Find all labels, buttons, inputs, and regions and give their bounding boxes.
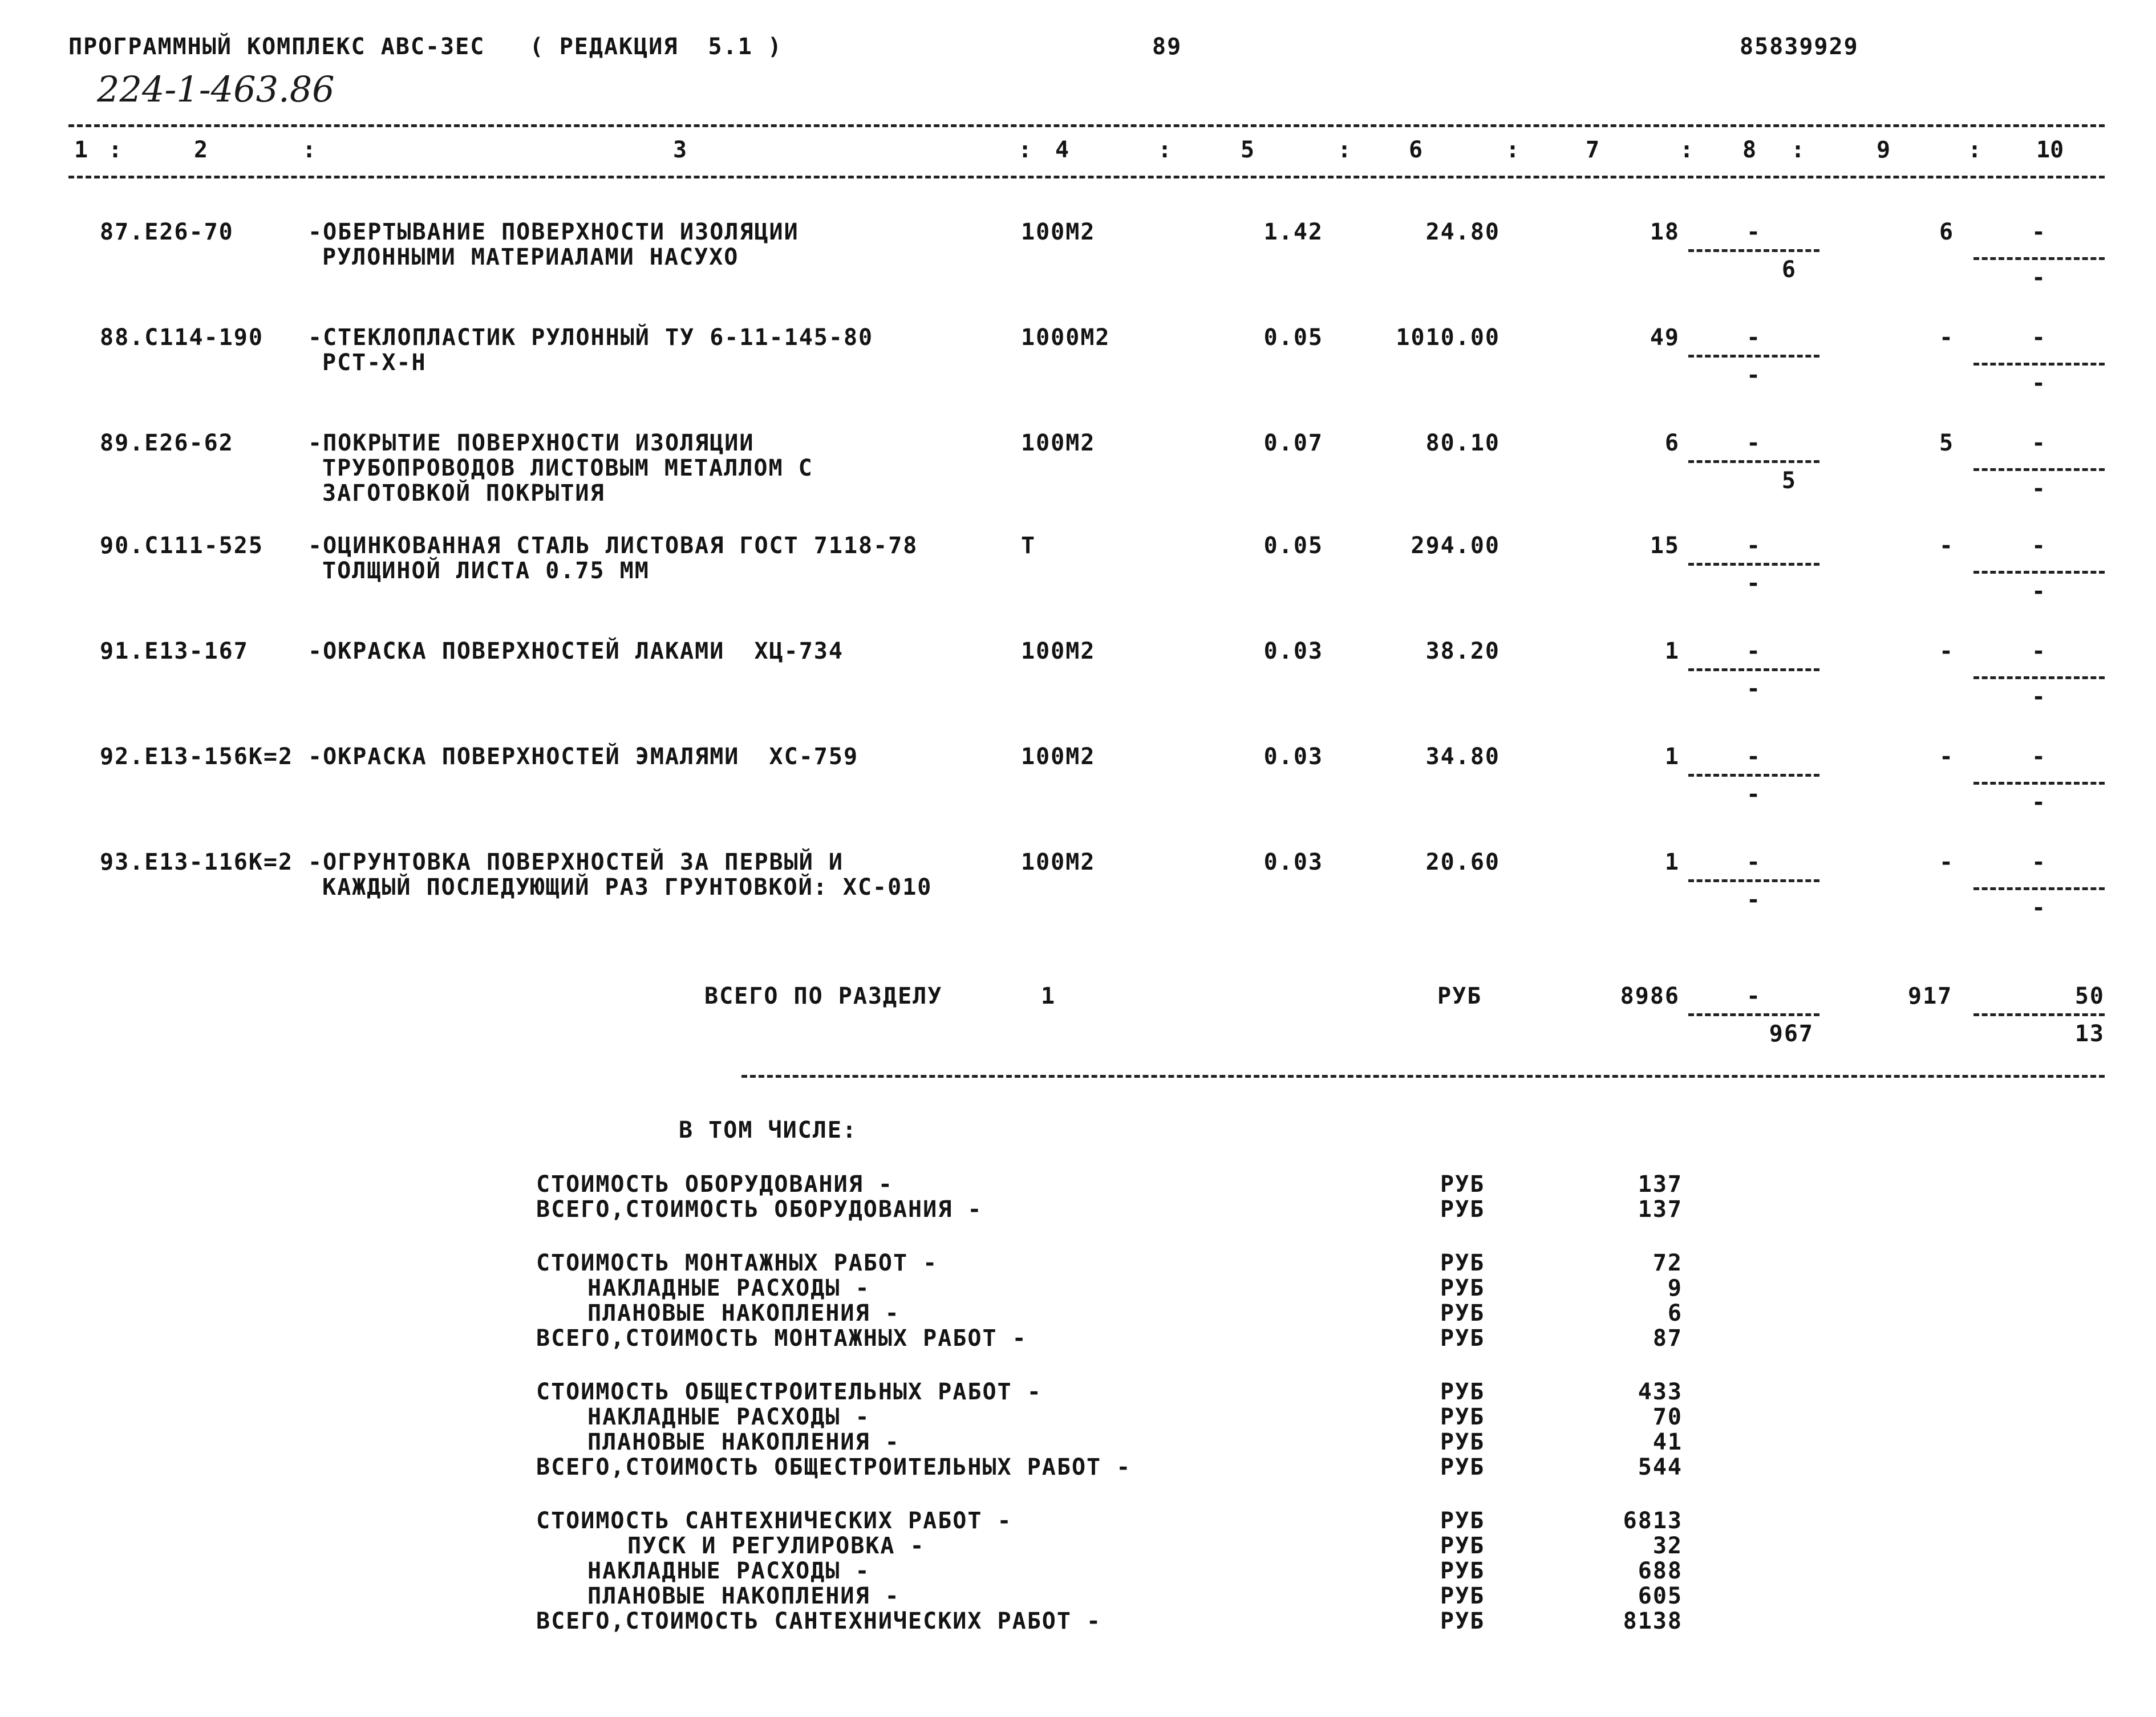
row-description-line: -ОКРАСКА ПОВЕРХНОСТЕЙ ЭМАЛЯМИ ХС-759 bbox=[308, 744, 859, 770]
row-col8-top: - bbox=[1746, 219, 1762, 245]
row-quantity: 0.03 bbox=[1263, 744, 1323, 770]
breakdown-value: 137 bbox=[1638, 1196, 1683, 1223]
row-col10-rule bbox=[1973, 887, 2105, 890]
row-description-line: -СТЕКЛОПЛАСТИК РУЛОННЫЙ ТУ 6-11-145-80 bbox=[308, 324, 874, 351]
column-separator: : bbox=[1338, 137, 1352, 163]
row-col8-bottom: - bbox=[1746, 887, 1762, 913]
row-col8-top: - bbox=[1746, 744, 1762, 770]
row-total: 18 bbox=[1650, 219, 1680, 245]
row-total: 1 bbox=[1664, 849, 1680, 875]
breakdown-value: 8138 bbox=[1623, 1608, 1683, 1634]
breakdown-label: ВСЕГО,СТОИМОСТЬ САНТЕХНИЧЕСКИХ РАБОТ - bbox=[536, 1608, 1102, 1634]
row-code: 88.С114-190 bbox=[100, 324, 264, 351]
row-col10-top: - bbox=[2031, 219, 2047, 245]
row-col10-bottom: - bbox=[2031, 578, 2047, 604]
breakdown-label: ПУСК И РЕГУЛИРОВКА - bbox=[627, 1533, 925, 1559]
row-description-line: -ОБЕРТЫВАНИЕ ПОВЕРХНОСТИ ИЗОЛЯЦИИ bbox=[308, 219, 799, 245]
header-top-rule bbox=[68, 124, 2105, 127]
row-price: 34.80 bbox=[1425, 744, 1500, 770]
section-total-col10-rule bbox=[1973, 1013, 2105, 1016]
document-code: 85839929 bbox=[1740, 34, 1859, 60]
row-col8-top: - bbox=[1746, 849, 1762, 875]
row-col9: - bbox=[1939, 324, 1955, 351]
row-description-line: КАЖДЫЙ ПОСЛЕДУЮЩИЙ РАЗ ГРУНТОВКОЙ: ХС-010 bbox=[322, 874, 933, 900]
row-col9: - bbox=[1939, 638, 1955, 664]
row-col8-top: - bbox=[1746, 324, 1762, 351]
section-total-col8-top: - bbox=[1746, 983, 1762, 1009]
breakdown-unit: РУБ bbox=[1440, 1275, 1485, 1301]
row-col8-top: - bbox=[1746, 638, 1762, 664]
row-col8-bottom: - bbox=[1746, 676, 1762, 702]
row-description-line: ТОЛЩИНОЙ ЛИСТА 0.75 ММ bbox=[322, 558, 650, 584]
row-col8-top: - bbox=[1746, 430, 1762, 456]
row-col8-rule bbox=[1688, 249, 1819, 252]
row-col10-bottom: - bbox=[2031, 370, 2047, 396]
section-total-label: ВСЕГО ПО РАЗДЕЛУ bbox=[704, 983, 943, 1009]
row-col10-bottom: - bbox=[2031, 476, 2047, 502]
row-code: 90.С111-525 bbox=[100, 533, 264, 559]
breakdown-label: СТОИМОСТЬ ОБЩЕСТРОИТЕЛЬНЫХ РАБОТ - bbox=[536, 1379, 1042, 1405]
column-separator: : bbox=[1680, 137, 1694, 163]
row-unit: 100М2 bbox=[1021, 430, 1096, 456]
column-header-10: 10 bbox=[2036, 137, 2064, 163]
breakdown-unit: РУБ bbox=[1440, 1429, 1485, 1455]
row-col8-bottom: - bbox=[1746, 781, 1762, 807]
row-unit: 100М2 bbox=[1021, 638, 1096, 664]
row-col10-rule bbox=[1973, 363, 2105, 366]
row-unit: 100М2 bbox=[1021, 219, 1096, 245]
row-col10-top: - bbox=[2031, 849, 2047, 875]
breakdown-unit: РУБ bbox=[1440, 1325, 1485, 1351]
row-col8-rule bbox=[1688, 460, 1819, 463]
breakdown-label: ВСЕГО,СТОИМОСТЬ ОБЩЕСТРОИТЕЛЬНЫХ РАБОТ - bbox=[536, 1454, 1132, 1480]
breakdown-unit: РУБ bbox=[1440, 1533, 1485, 1559]
column-separator: : bbox=[1506, 137, 1520, 163]
breakdown-value: 544 bbox=[1638, 1454, 1683, 1480]
page-number: 89 bbox=[1152, 34, 1182, 60]
row-description-line: РУЛОННЫМИ МАТЕРИАЛАМИ НАСУХО bbox=[322, 244, 739, 270]
section-total-unit: РУБ bbox=[1437, 983, 1482, 1009]
breakdown-unit: РУБ bbox=[1440, 1558, 1485, 1584]
breakdown-label: ПЛАНОВЫЕ НАКОПЛЕНИЯ - bbox=[587, 1300, 900, 1326]
row-price: 294.00 bbox=[1411, 533, 1500, 559]
breakdown-unit: РУБ bbox=[1440, 1583, 1485, 1609]
row-col10-top: - bbox=[2031, 324, 2047, 351]
row-col10-top: - bbox=[2031, 638, 2047, 664]
breakdown-unit: РУБ bbox=[1440, 1171, 1485, 1198]
breakdown-label: ВСЕГО,СТОИМОСТЬ МОНТАЖНЫХ РАБОТ - bbox=[536, 1325, 1027, 1351]
section-total-sum: 8986 bbox=[1620, 983, 1680, 1009]
breakdown-value: 72 bbox=[1652, 1250, 1683, 1276]
row-col8-top: - bbox=[1746, 533, 1762, 559]
row-col8-rule bbox=[1688, 879, 1819, 882]
row-price: 1010.00 bbox=[1396, 324, 1500, 351]
program-title: ПРОГРАММНЫЙ КОМПЛЕКС АВС-ЗЕС ( РЕДАКЦИЯ 5.1 ) bbox=[68, 34, 783, 60]
breakdown-label: ПЛАНОВЫЕ НАКОПЛЕНИЯ - bbox=[587, 1583, 900, 1609]
column-separator: : bbox=[1018, 137, 1032, 163]
breakdown-unit: РУБ bbox=[1440, 1196, 1485, 1223]
breakdown-label: СТОИМОСТЬ САНТЕХНИЧЕСКИХ РАБОТ - bbox=[536, 1508, 1012, 1534]
row-description-line: РСТ-Х-Н bbox=[322, 350, 427, 376]
column-header-2: 2 bbox=[194, 137, 208, 163]
row-description-line: ТРУБОПРОВОДОВ ЛИСТОВЫМ МЕТАЛЛОМ С bbox=[322, 455, 813, 481]
breakdown-unit: РУБ bbox=[1440, 1404, 1485, 1430]
row-description-line: -ОКРАСКА ПОВЕРХНОСТЕЙ ЛАКАМИ ХЦ-734 bbox=[308, 638, 844, 664]
section-total-col10-bottom: 13 bbox=[2074, 1021, 2105, 1047]
row-col10-top: - bbox=[2031, 533, 2047, 559]
row-col10-top: - bbox=[2031, 430, 2047, 456]
breakdown-value: 32 bbox=[1652, 1533, 1683, 1559]
row-total: 49 bbox=[1650, 324, 1680, 351]
row-price: 24.80 bbox=[1425, 219, 1500, 245]
breakdown-unit: РУБ bbox=[1440, 1250, 1485, 1276]
row-col10-rule bbox=[1973, 257, 2105, 260]
row-col8-bottom: 6 bbox=[1781, 257, 1797, 283]
breakdown-label: СТОИМОСТЬ МОНТАЖНЫХ РАБОТ - bbox=[536, 1250, 938, 1276]
row-unit: 100М2 bbox=[1021, 744, 1096, 770]
row-col10-rule bbox=[1973, 676, 2105, 679]
row-description-line: -ОЦИНКОВАННАЯ СТАЛЬ ЛИСТОВАЯ ГОСТ 7118-78 bbox=[308, 533, 918, 559]
row-col9: - bbox=[1939, 533, 1955, 559]
row-col8-bottom: 5 bbox=[1781, 468, 1797, 494]
breakdown-value: 41 bbox=[1652, 1429, 1683, 1455]
row-total: 1 bbox=[1664, 744, 1680, 770]
column-separator: : bbox=[1968, 137, 1982, 163]
row-quantity: 0.03 bbox=[1263, 638, 1323, 664]
row-unit: Т bbox=[1021, 533, 1036, 559]
row-price: 80.10 bbox=[1425, 430, 1500, 456]
row-quantity: 0.05 bbox=[1263, 324, 1323, 351]
row-quantity: 1.42 bbox=[1263, 219, 1323, 245]
including-label: В ТОМ ЧИСЛЕ: bbox=[679, 1117, 857, 1143]
row-unit: 100М2 bbox=[1021, 849, 1096, 875]
row-col10-bottom: - bbox=[2031, 265, 2047, 291]
row-code: 92.Е13-156К=2 bbox=[100, 744, 294, 770]
breakdown-value: 9 bbox=[1667, 1275, 1683, 1301]
column-separator: : bbox=[108, 137, 123, 163]
row-price: 38.20 bbox=[1425, 638, 1500, 664]
column-header-6: 6 bbox=[1409, 137, 1423, 163]
row-description-line: -ОГРУНТОВКА ПОВЕРХНОСТЕЙ ЗА ПЕРВЫЙ И bbox=[308, 849, 844, 875]
row-code: 93.Е13-116К=2 bbox=[100, 849, 294, 875]
row-col10-bottom: - bbox=[2031, 789, 2047, 815]
row-col10-rule bbox=[1973, 782, 2105, 785]
breakdown-label: ПЛАНОВЫЕ НАКОПЛЕНИЯ - bbox=[587, 1429, 900, 1455]
row-col10-bottom: - bbox=[2031, 684, 2047, 710]
row-quantity: 0.05 bbox=[1263, 533, 1323, 559]
row-col10-bottom: - bbox=[2031, 895, 2047, 921]
breakdown-value: 433 bbox=[1638, 1379, 1683, 1405]
section-total-col10-top: 50 bbox=[2074, 983, 2105, 1009]
section-total-col8-bottom: 967 bbox=[1769, 1021, 1814, 1047]
row-quantity: 0.07 bbox=[1263, 430, 1323, 456]
column-separator: : bbox=[302, 137, 317, 163]
row-unit: 1000М2 bbox=[1021, 324, 1111, 351]
section-total-rule bbox=[741, 1075, 2105, 1078]
row-price: 20.60 bbox=[1425, 849, 1500, 875]
row-description-line: -ПОКРЫТИЕ ПОВЕРХНОСТИ ИЗОЛЯЦИИ bbox=[308, 430, 755, 456]
breakdown-unit: РУБ bbox=[1440, 1379, 1485, 1405]
breakdown-label: СТОИМОСТЬ ОБОРУДОВАНИЯ - bbox=[536, 1171, 893, 1198]
handwritten-reference: 224-1-463.86 bbox=[97, 68, 335, 110]
row-code: 91.Е13-167 bbox=[100, 638, 249, 664]
breakdown-label: НАКЛАДНЫЕ РАСХОДЫ - bbox=[587, 1404, 870, 1430]
breakdown-label: НАКЛАДНЫЕ РАСХОДЫ - bbox=[587, 1558, 870, 1584]
breakdown-value: 6 bbox=[1667, 1300, 1683, 1326]
row-quantity: 0.03 bbox=[1263, 849, 1323, 875]
row-col9: 6 bbox=[1939, 219, 1955, 245]
column-separator: : bbox=[1158, 137, 1172, 163]
column-separator: : bbox=[1791, 137, 1805, 163]
row-total: 1 bbox=[1664, 638, 1680, 664]
row-col10-rule bbox=[1973, 571, 2105, 574]
row-col9: 5 bbox=[1939, 430, 1955, 456]
breakdown-value: 6813 bbox=[1623, 1508, 1683, 1534]
column-header-3: 3 bbox=[673, 137, 687, 163]
row-total: 6 bbox=[1664, 430, 1680, 456]
row-col8-bottom: - bbox=[1746, 570, 1762, 596]
breakdown-label: ВСЕГО,СТОИМОСТЬ ОБОРУДОВАНИЯ - bbox=[536, 1196, 983, 1223]
row-col9: - bbox=[1939, 744, 1955, 770]
row-code: 89.Е26-62 bbox=[100, 430, 234, 456]
section-total-col9: 917 bbox=[1908, 983, 1953, 1009]
breakdown-value: 70 bbox=[1652, 1404, 1683, 1430]
section-total-number: 1 bbox=[1041, 983, 1056, 1009]
section-total-col8-rule bbox=[1688, 1013, 1819, 1016]
row-col9: - bbox=[1939, 849, 1955, 875]
column-header-9: 9 bbox=[1877, 137, 1891, 163]
row-col10-top: - bbox=[2031, 744, 2047, 770]
breakdown-value: 688 bbox=[1638, 1558, 1683, 1584]
row-description-line: ЗАГОТОВКОЙ ПОКРЫТИЯ bbox=[322, 480, 605, 506]
row-col8-rule bbox=[1688, 563, 1819, 566]
row-col10-rule bbox=[1973, 468, 2105, 471]
breakdown-unit: РУБ bbox=[1440, 1508, 1485, 1534]
column-header-4: 4 bbox=[1055, 137, 1069, 163]
breakdown-label: НАКЛАДНЫЕ РАСХОДЫ - bbox=[587, 1275, 870, 1301]
row-col8-rule bbox=[1688, 355, 1819, 358]
breakdown-unit: РУБ bbox=[1440, 1608, 1485, 1634]
column-header-8: 8 bbox=[1742, 137, 1757, 163]
breakdown-unit: РУБ bbox=[1440, 1454, 1485, 1480]
breakdown-value: 137 bbox=[1638, 1171, 1683, 1198]
column-header-5: 5 bbox=[1241, 137, 1255, 163]
column-header-7: 7 bbox=[1586, 137, 1600, 163]
row-code: 87.Е26-70 bbox=[100, 219, 234, 245]
row-col8-bottom: - bbox=[1746, 362, 1762, 388]
breakdown-value: 605 bbox=[1638, 1583, 1683, 1609]
breakdown-value: 87 bbox=[1652, 1325, 1683, 1351]
column-header-1: 1 bbox=[74, 137, 88, 163]
row-col8-rule bbox=[1688, 774, 1819, 777]
row-total: 15 bbox=[1650, 533, 1680, 559]
row-col8-rule bbox=[1688, 668, 1819, 671]
breakdown-unit: РУБ bbox=[1440, 1300, 1485, 1326]
header-bottom-rule bbox=[68, 176, 2105, 178]
